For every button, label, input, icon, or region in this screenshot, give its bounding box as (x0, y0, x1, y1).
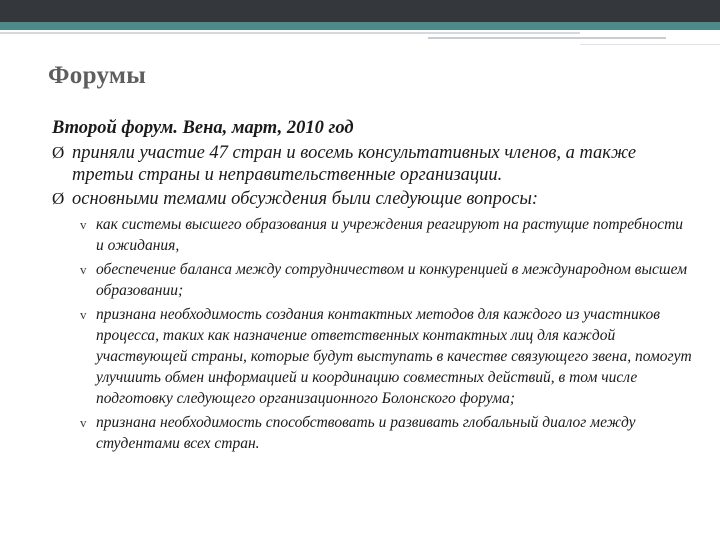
bullet-item (52, 188, 692, 210)
bullet-text: основными темами обсуждения были следующие вопросы: (72, 189, 539, 209)
sub-bullet-item (80, 259, 692, 301)
sub-bullet-list (80, 214, 692, 454)
sub-bullet-item (80, 412, 692, 454)
bullet-text: приняли участие 47 стран и восемь консультативных членов, а также третьи страны и неправительственные организации. (72, 143, 637, 185)
decorative-rule (0, 32, 580, 34)
diamond-bullet-icon: v (80, 415, 87, 430)
sub-bullet-item (80, 214, 692, 256)
diamond-bullet-icon: v (80, 307, 87, 322)
sub-bullet-text: признана необходимость способствовать и развивать глобальный диалог между студентами всех стран. (96, 414, 636, 452)
header-bar (0, 0, 720, 22)
diamond-bullet-icon: v (80, 262, 87, 277)
slide-subtitle: Второй форум. Вена, март, 2010 год (52, 118, 354, 138)
arrow-bullet-icon: Ø (52, 189, 65, 208)
sub-bullet-text: признана необходимость создания контактных методов для каждого из участников процесса, таких как назначение ответственных контактных лиц для каждой участвующей страны, которые будут выступать в качестве связующего звена, помогут улучшить обмен информацией и координацию совместных действий, в том числе подготовку следующего организационного Болонского форума; (96, 306, 692, 407)
header-accent-stripe (0, 22, 720, 30)
slide-body (52, 116, 692, 457)
diamond-bullet-icon: v (80, 217, 87, 232)
sub-bullet-text: обеспечение баланса между сотрудничеством и конкуренцией в международном высшем образовании; (96, 261, 687, 299)
bullet-item (52, 142, 692, 186)
arrow-bullet-icon: Ø (52, 143, 65, 162)
decorative-rule (580, 44, 720, 45)
sub-bullet-item (80, 304, 692, 409)
sub-bullet-text: как системы высшего образования и учреждения реагируют на растущие потребности и ожидания, (96, 216, 684, 254)
slide-title: Форумы (48, 62, 147, 89)
decorative-rule (428, 37, 666, 39)
